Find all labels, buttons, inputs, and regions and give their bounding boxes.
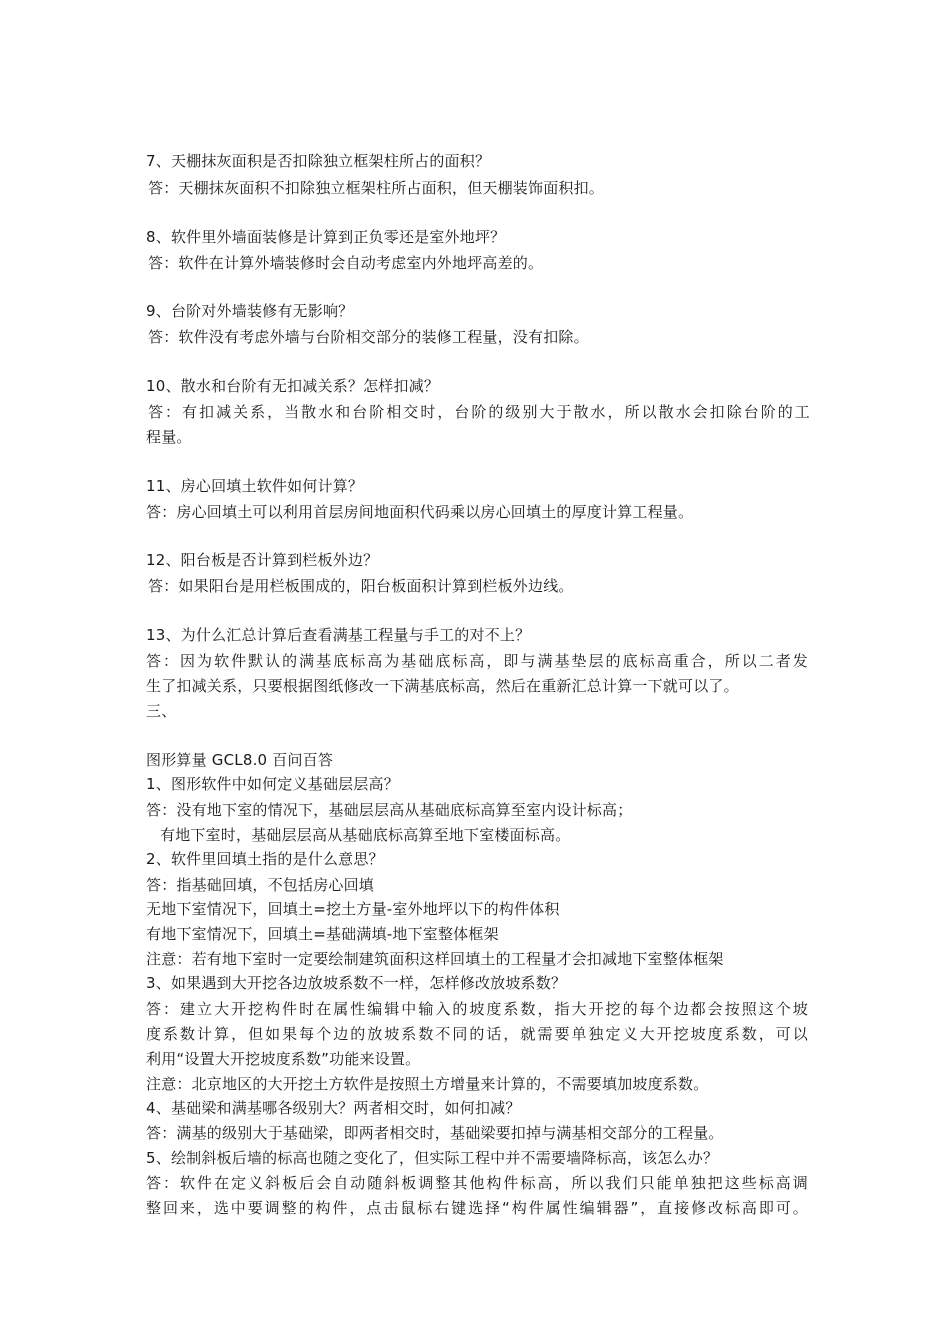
question-13: 13、为什么汇总计算后查看满基工程量与手工的对不上？ xyxy=(146,626,531,644)
answer-13-line-1: 答：因为软件默认的满基底标高为基础底标高，即与满基垫层的底标高重合，所以二者发 xyxy=(146,652,808,670)
b-answer-3-line-2: 度系数计算，但如果每个边的放坡系数不同的话，就需要单独定义大开挖坡度系数，可以 xyxy=(146,1025,808,1043)
answer-8: 答：软件在计算外墙装修时会自动考虑室内外地坪高差的。 xyxy=(148,254,544,272)
question-12: 12、阳台板是否计算到栏板外边？ xyxy=(146,551,379,569)
question-9: 9、台阶对外墙装修有无影响？ xyxy=(146,302,354,320)
answer-13-line-2: 生了扣减关系，只要根据图纸修改一下满基底标高，然后在重新汇总计算一下就可以了。 xyxy=(146,677,739,695)
b-answer-1-line-2: 有地下室时，基础层层高从基础底标高算至地下室楼面标高。 xyxy=(160,826,571,844)
answer-10-line-2: 程量。 xyxy=(146,428,192,446)
b-question-4: 4、基础梁和满基哪各级别大？两者相交时，如何扣减？ xyxy=(146,1099,521,1117)
b-answer-5-line-2: 整回来，选中要调整的构件，点击鼠标右键选择“构件属性编辑器”，直接修改标高即可。 xyxy=(146,1199,808,1217)
question-11: 11、房心回填土软件如何计算？ xyxy=(146,477,364,495)
answer-10-line-1: 答：有扣减关系，当散水和台阶相交时，台阶的级别大于散水，所以散水会扣除台阶的工 xyxy=(148,403,810,421)
b-answer-2-line-2: 无地下室情况下，回填土=挖土方量-室外地坪以下的构件体积 xyxy=(146,900,560,918)
b-answer-2-note: 注意：若有地下室时一定要绘制建筑面积这样回填土的工程量才会扣减地下室整体框架 xyxy=(146,950,724,968)
b-question-5: 5、绘制斜板后墙的标高也随之变化了，但实际工程中并不需要墙降标高，该怎么办？ xyxy=(146,1149,719,1167)
b-answer-2-line-1: 答：指基础回填，不包括房心回填 xyxy=(146,876,375,894)
b-answer-3-line-3: 利用“设置大开挖坡度系数”功能来设置。 xyxy=(146,1050,421,1068)
section-title: 图形算量 GCL8.0 百问百答 xyxy=(146,751,334,769)
b-answer-5-line-1: 答：软件在定义斜板后会自动随斜板调整其他构件标高，所以我们只能单独把这些标高调 xyxy=(146,1174,808,1192)
b-answer-1-line-1: 答：没有地下室的情况下，基础层层高从基础底标高算至室内设计标高； xyxy=(146,801,633,819)
b-answer-3-line-1: 答：建立大开挖构件时在属性编辑中输入的坡度系数，指大开挖的每个边都会按照这个坡 xyxy=(146,1000,808,1018)
answer-9: 答：软件没有考虑外墙与台阶相交部分的装修工程量，没有扣除。 xyxy=(148,328,589,346)
b-answer-3-note: 注意：北京地区的大开挖土方软件是按照土方增量来计算的，不需要填加坡度系数。 xyxy=(146,1075,709,1093)
question-8: 8、软件里外墙面装修是计算到正负零还是室外地坪？ xyxy=(146,228,506,246)
question-10: 10、散水和台阶有无扣减关系？怎样扣减？ xyxy=(146,377,440,395)
b-question-3: 3、如果遇到大开挖各边放坡系数不一样，怎样修改放坡系数？ xyxy=(146,974,567,992)
b-answer-2-line-3: 有地下室情况下，回填土=基础满填-地下室整体框架 xyxy=(146,925,499,943)
b-answer-4: 答：满基的级别大于基础梁，即两者相交时，基础梁要扣掉与满基相交部分的工程量。 xyxy=(146,1124,724,1142)
answer-7: 答：天棚抹灰面积不扣除独立框架柱所占面积，但天棚装饰面积扣。 xyxy=(148,179,605,197)
section-marker: 三、 xyxy=(146,702,177,720)
b-question-1: 1、图形软件中如何定义基础层层高？ xyxy=(146,775,399,793)
b-question-2: 2、软件里回填土指的是什么意思？ xyxy=(146,850,384,868)
question-7: 7、天棚抹灰面积是否扣除独立框架柱所占的面积？ xyxy=(146,152,491,170)
answer-11: 答：房心回填土可以利用首层房间地面积代码乘以房心回填土的厚度计算工程量。 xyxy=(146,503,694,521)
answer-12: 答：如果阳台是用栏板围成的，阳台板面积计算到栏板外边线。 xyxy=(148,577,574,595)
